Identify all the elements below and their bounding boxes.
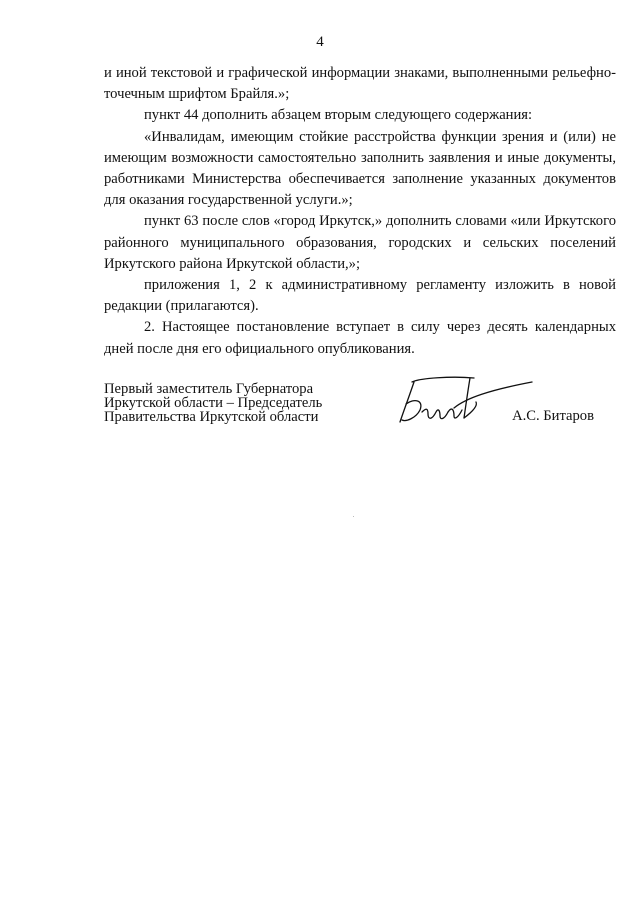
paragraph: пункт 63 после слов «город Иркутск,» дополнить словами «или Иркутского районного муниципального образования, городских и сельских поселений Иркутского района Иркутской области,»; — [104, 213, 616, 272]
document-body — [104, 63, 616, 360]
paragraph: 2. Настоящее постановление вступает в силу через десять календарных дней после дня его официального опубликования. — [104, 319, 616, 357]
signature-block — [104, 382, 616, 442]
signer-position-line: Первый заместитель Губернатора — [104, 381, 314, 397]
paragraph: пункт 44 дополнить абзацем вторым следующего содержания: — [144, 107, 533, 124]
signer-position-line: Правительства Иркутской области — [104, 409, 319, 425]
signer-name: А.С. Битаров — [512, 408, 594, 424]
handwritten-signature — [392, 368, 542, 438]
paragraph: приложения 1, 2 к административному регламенту изложить в новой редакции (прилагаются). — [104, 277, 616, 315]
paragraph: и иной текстовой и графической информации знаками, выполненными рельефно-точечным шрифтом Брайля.»; — [104, 65, 616, 103]
signer-position-line: Иркутской области – Председатель — [104, 395, 323, 411]
page-number: 4 — [316, 34, 324, 50]
scan-speck — [353, 516, 354, 517]
paragraph: «Инвалидам, имеющим стойкие расстройства функции зрения и (или) не имеющим возможности самостоятельно заполнить заявления и иные документы, работниками Министерства обеспечивается заполнение указанных документов для оказания государственной услуги.»; — [104, 128, 616, 209]
signer-position — [104, 382, 322, 424]
